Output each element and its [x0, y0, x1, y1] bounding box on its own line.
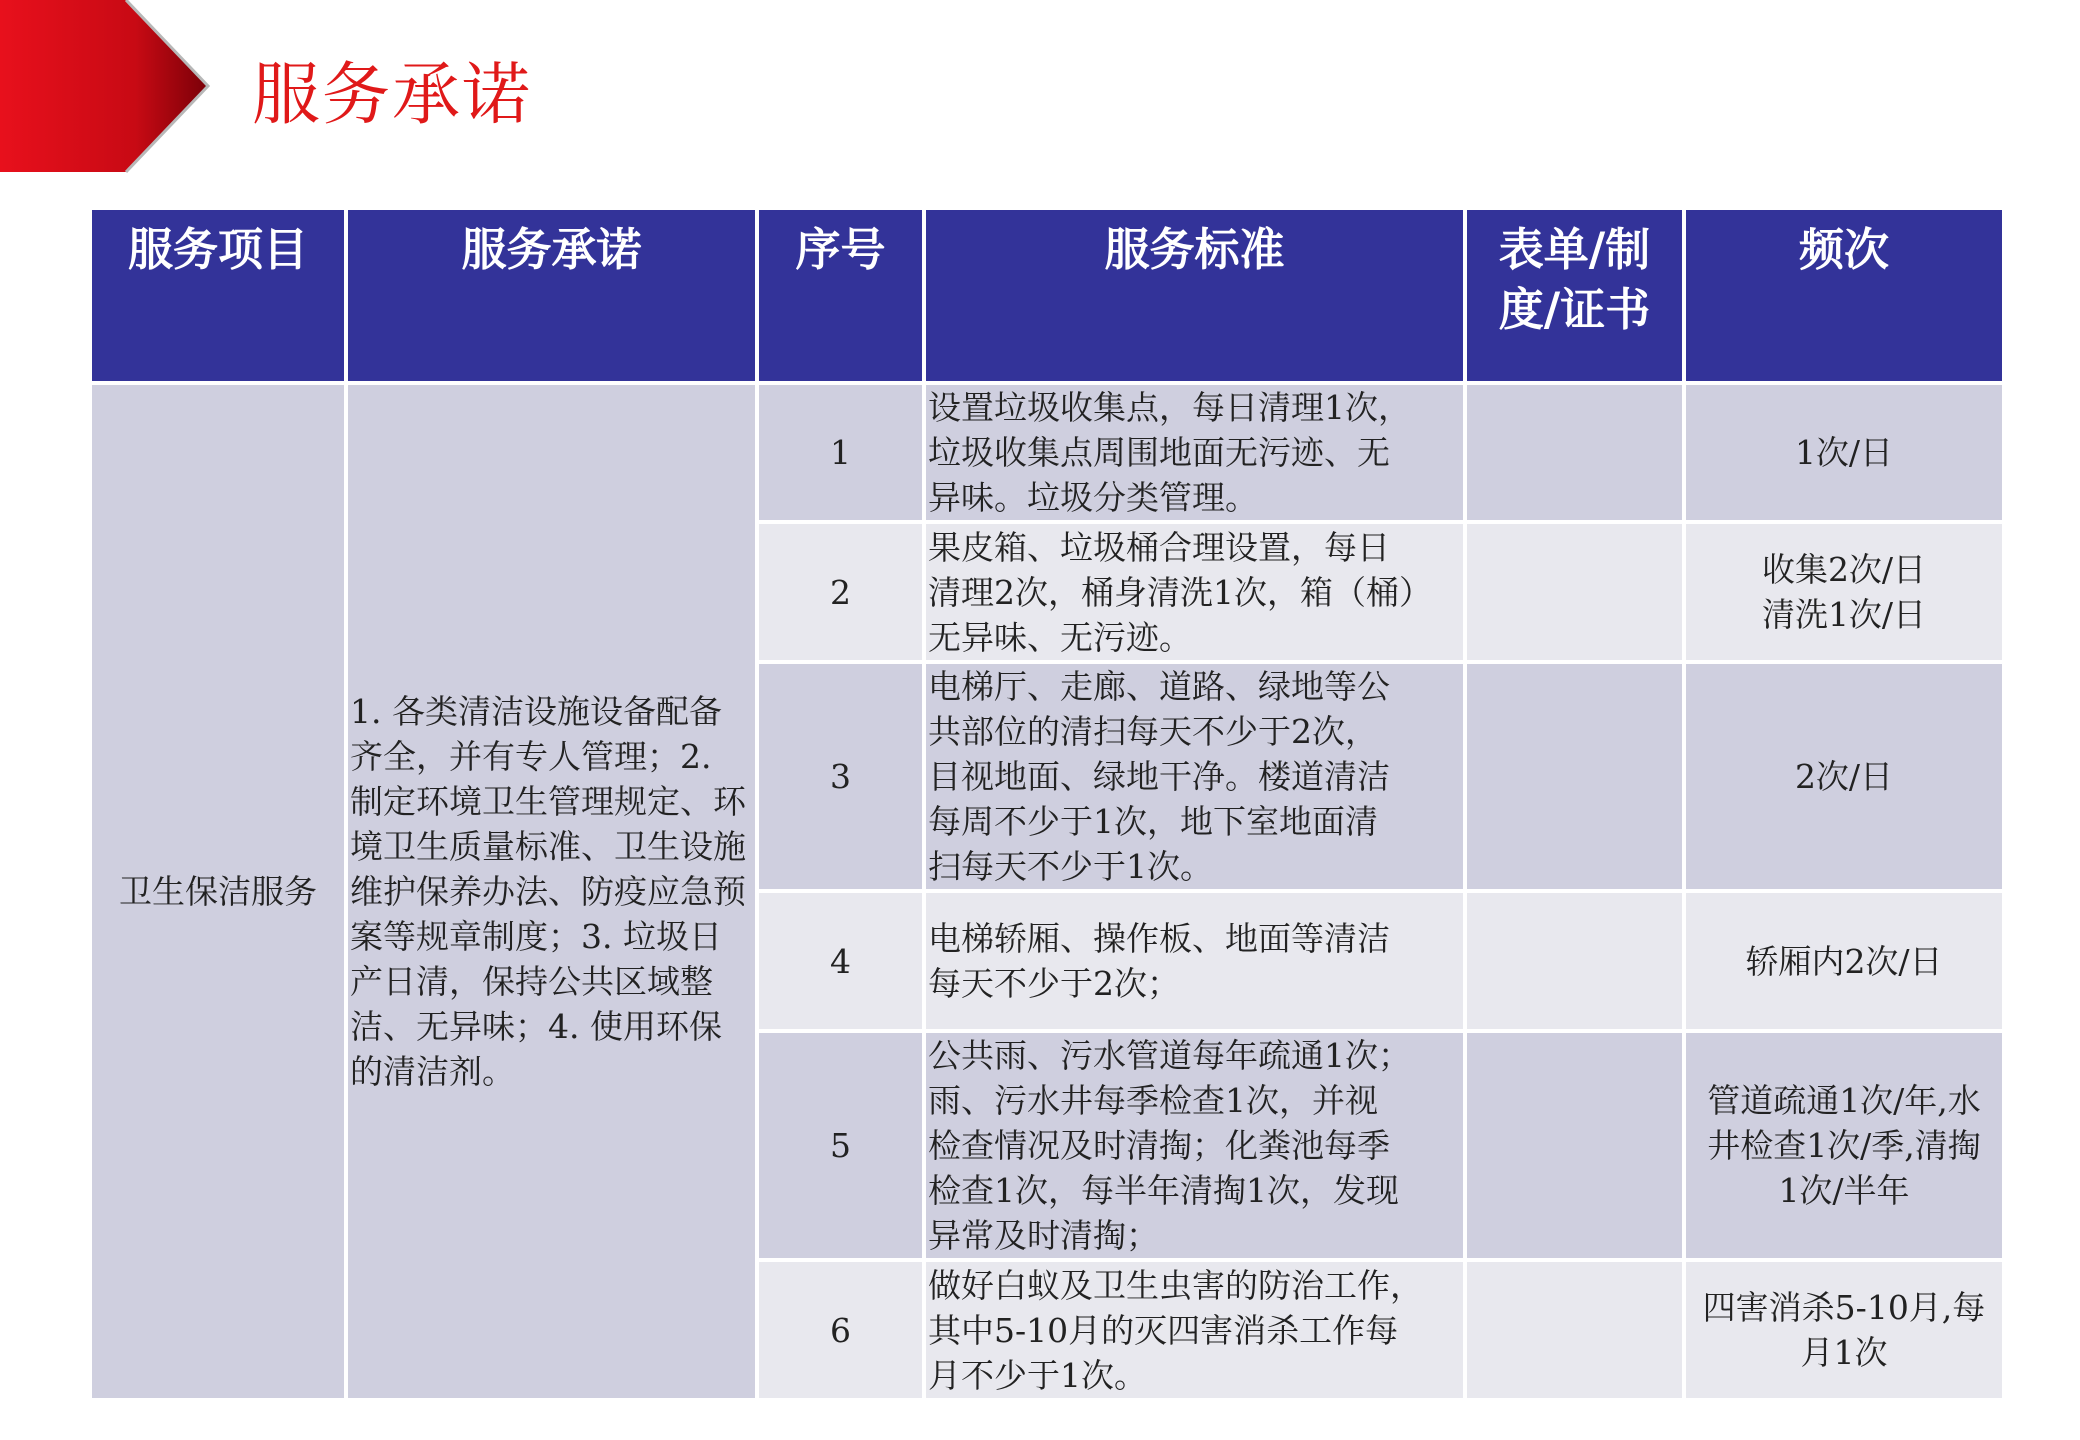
header-standard: 服务标准	[924, 208, 1465, 383]
form-cell	[1465, 1031, 1684, 1260]
form-cell	[1465, 891, 1684, 1031]
standard-cell: 果皮箱、垃圾桶合理设置，每日 清理2次，桶身清洗1次，箱（桶） 无异味、无污迹。	[924, 522, 1465, 662]
table-row	[90, 383, 2004, 522]
header-forms: 表单/制 度/证书	[1465, 208, 1684, 383]
form-cell	[1465, 522, 1684, 662]
standard-cell: 电梯厅、走廊、道路、绿地等公 共部位的清扫每天不少于2次， 目视地面、绿地干净。楼道清洁 每周不少于1次，地下室地面清 扫每天不少于1次。	[924, 662, 1465, 891]
frequency-cell: 轿厢内2次/日	[1684, 891, 2004, 1031]
frequency-cell: 收集2次/日 清洗1次/日	[1684, 522, 2004, 662]
header-commitment: 服务承诺	[346, 208, 757, 383]
frequency-cell: 1次/日	[1684, 383, 2004, 522]
header-service-item: 服务项目	[90, 208, 346, 383]
seq-cell: 2	[757, 522, 924, 662]
frequency-cell: 四害消杀5-10月,每 月1次	[1684, 1260, 2004, 1400]
standard-cell: 电梯轿厢、操作板、地面等清洁 每天不少于2次；	[924, 891, 1465, 1031]
seq-cell: 1	[757, 383, 924, 522]
seq-cell: 4	[757, 891, 924, 1031]
frequency-cell: 管道疏通1次/年,水 井检查1次/季,清掏 1次/半年	[1684, 1031, 2004, 1260]
service-item-cell: 卫生保洁服务	[90, 383, 346, 1400]
form-cell	[1465, 383, 1684, 522]
seq-cell: 5	[757, 1031, 924, 1260]
red-arrow-decoration	[0, 0, 212, 175]
header-frequency: 频次	[1684, 208, 2004, 383]
frequency-cell: 2次/日	[1684, 662, 2004, 891]
commitment-cell: 1. 各类清洁设施设备配备齐全，并有专人管理；2. 制定环境卫生管理规定、环境卫生质量标准、卫生设施维护保养办法、防疫应急预案等规章制度；3. 垃圾日产日清，保持公共区域整洁、无异味；4. 使用环保的清洁剂。	[346, 383, 757, 1400]
seq-cell: 6	[757, 1260, 924, 1400]
service-table	[88, 206, 2006, 1402]
table-header-row	[90, 208, 2004, 383]
standard-cell: 做好白蚁及卫生虫害的防治工作， 其中5-10月的灭四害消杀工作每 月不少于1次。	[924, 1260, 1465, 1400]
seq-cell: 3	[757, 662, 924, 891]
standard-cell: 设置垃圾收集点，每日清理1次， 垃圾收集点周围地面无污迹、无 异味。垃圾分类管理。	[924, 383, 1465, 522]
header-seq: 序号	[757, 208, 924, 383]
form-cell	[1465, 662, 1684, 891]
page-title: 服务承诺	[252, 56, 533, 135]
form-cell	[1465, 1260, 1684, 1400]
standard-cell: 公共雨、污水管道每年疏通1次； 雨、污水井每季检查1次，并视 检查情况及时清掏；化粪池每季 检查1次，每半年清掏1次，发现 异常及时清掏；	[924, 1031, 1465, 1260]
